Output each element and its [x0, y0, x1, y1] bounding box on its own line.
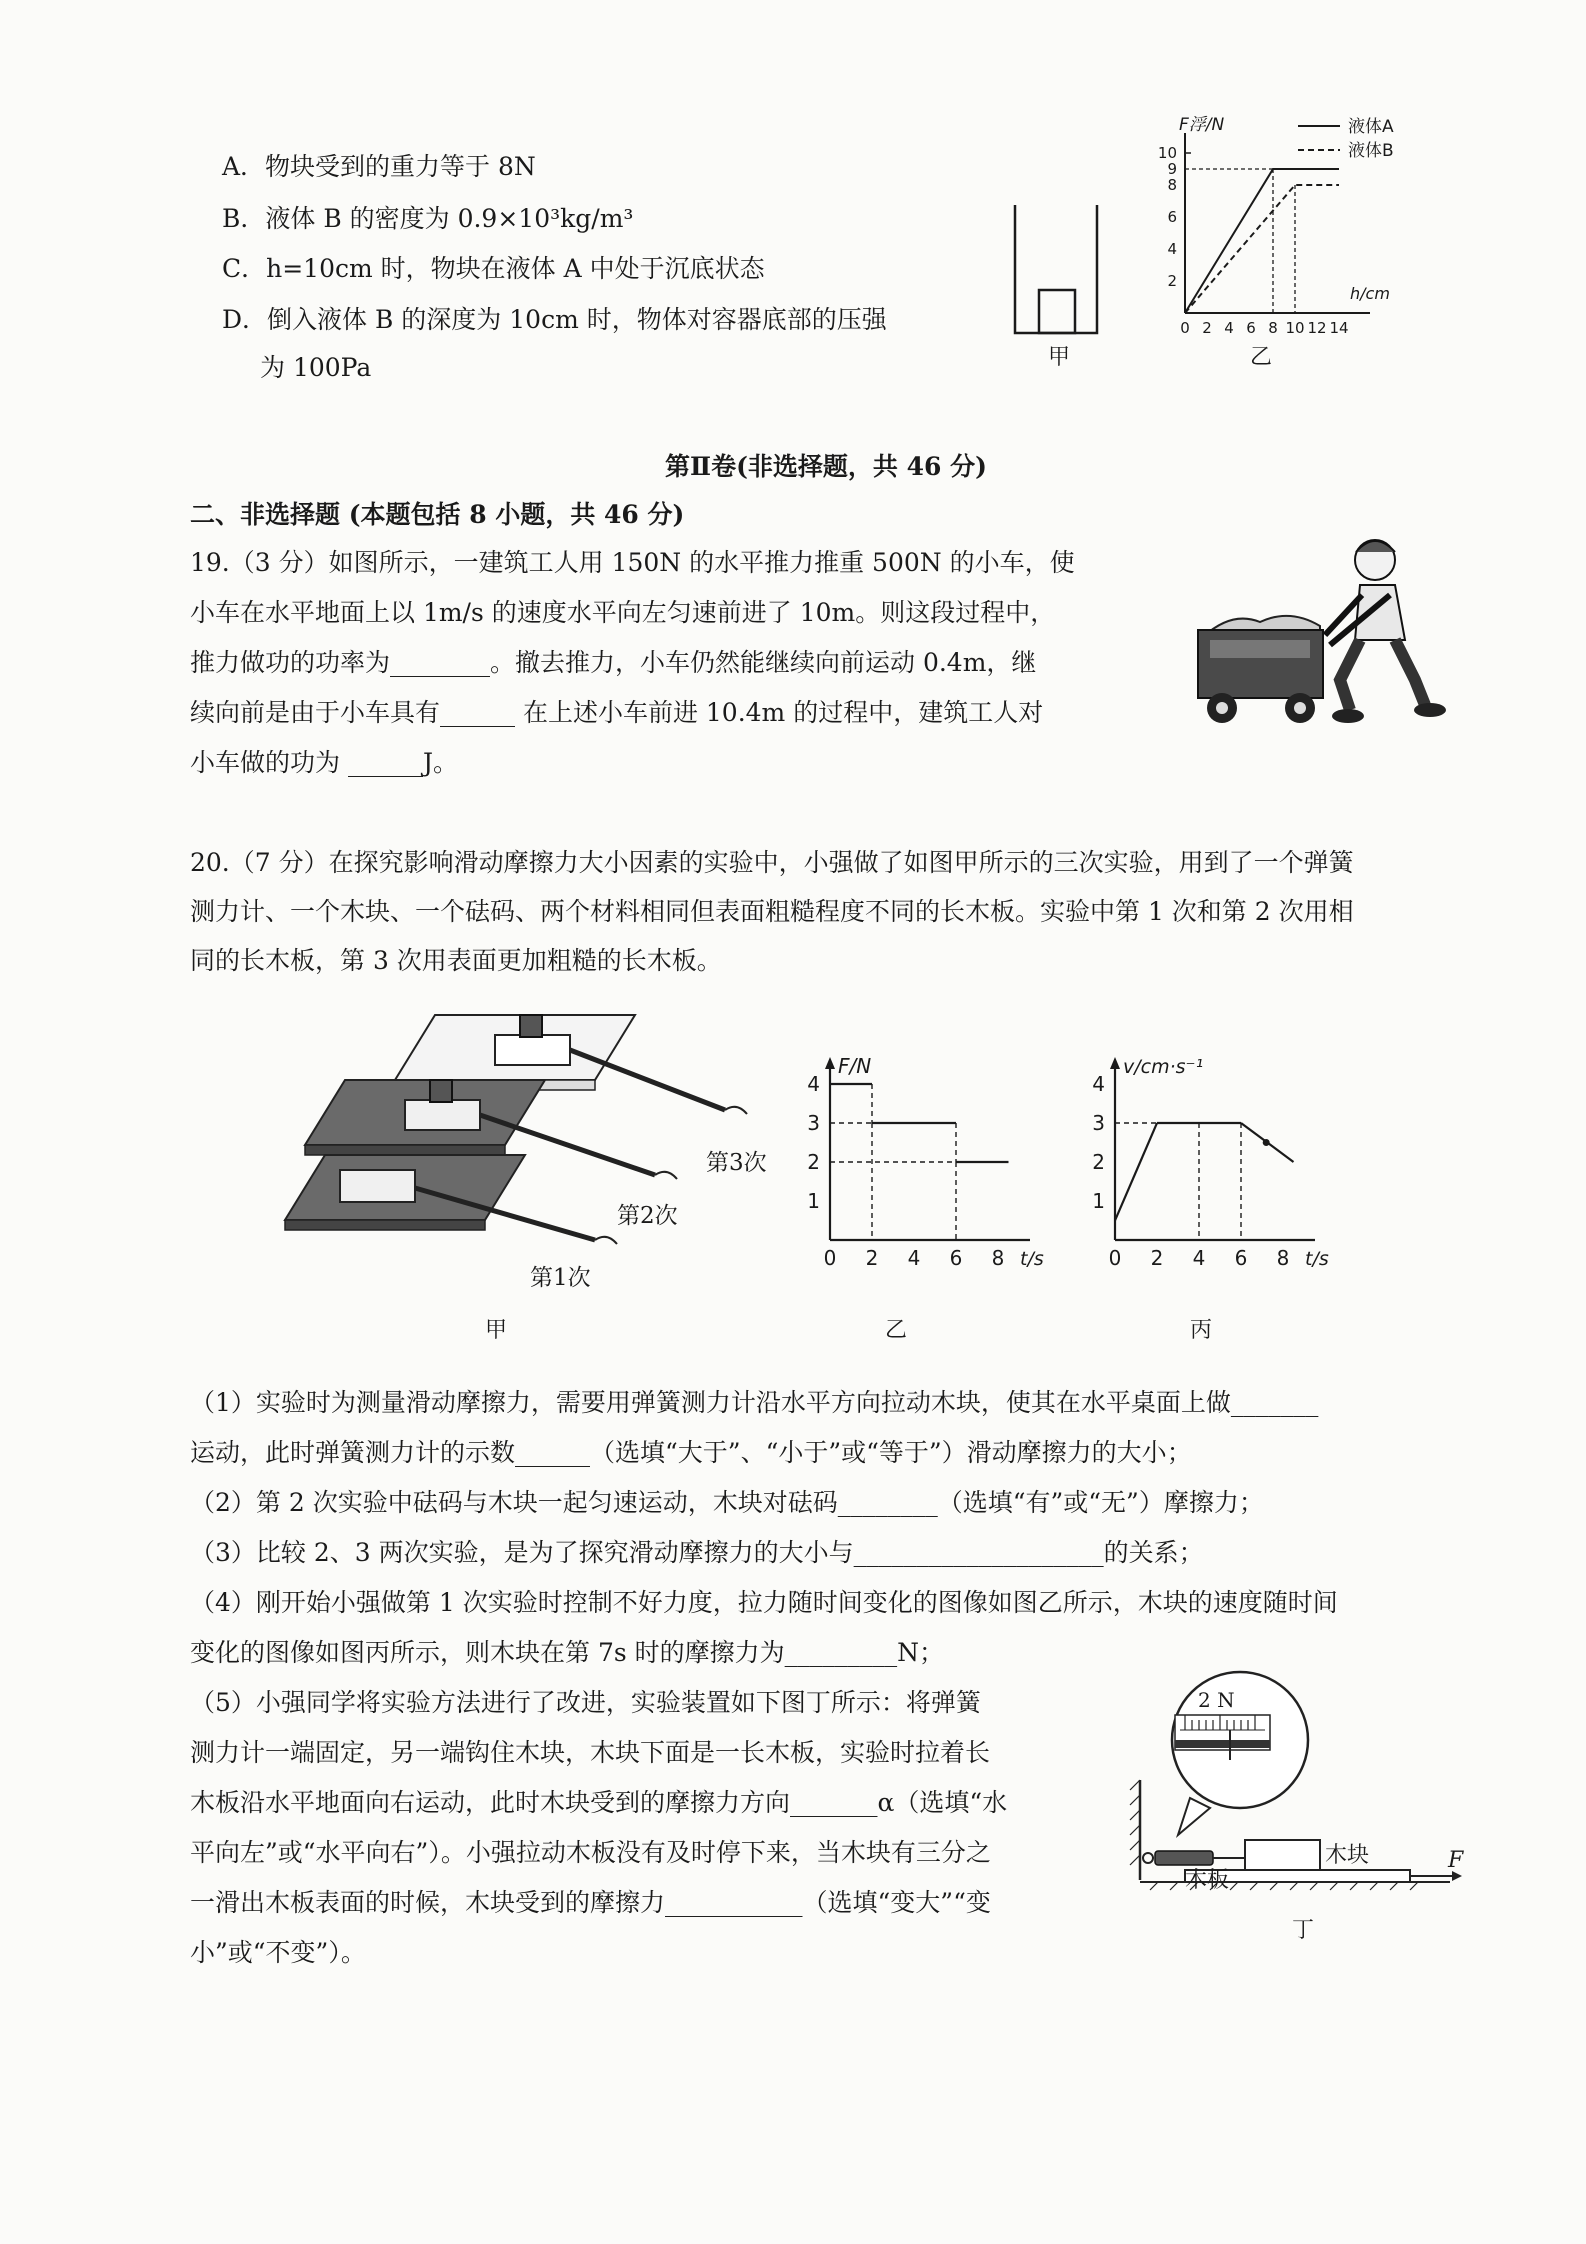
q20-question-3: （3）比较 2、3 两次实验，是为了探究滑动摩擦力的大小与____________________的关系； [190, 1538, 1204, 1567]
x-tick-label: 12 [1307, 319, 1327, 337]
legend-label-b: 液体B [1348, 141, 1394, 161]
y-tick-label: 9 [1167, 160, 1177, 178]
trial-1-setup [285, 1155, 617, 1244]
trial-1-label: 第1次 [530, 1265, 591, 1291]
q18-option-a: A．物块受到的重力等于 8N [222, 152, 536, 181]
q19-line-2: 小车在水平地面上以 1m/s 的速度水平向左匀速前进了 10m。则这段过程中， [190, 598, 1056, 627]
ding-gauge-text: 2 N [1198, 1688, 1235, 1712]
q20-question-2: （2）第 2 次实验中砝码与木块一起匀速运动，木块对砝码________（选填“有”或“无”）摩擦力； [190, 1488, 1264, 1517]
q20-question-5e: 一滑出木板表面的时候，木块受到的摩擦力___________（选填“变大”“变 [190, 1888, 991, 1917]
section2-heading: 二、非选择题 (本题包括 8 小题，共 46 分) [190, 500, 685, 529]
q20-question-1a: （1）实验时为测量滑动摩擦力，需要用弹簧测力计沿水平方向拉动木块，使其在水平桌面上做_______ [190, 1388, 1319, 1417]
x-tick-label: 2 [865, 1246, 879, 1270]
q20-fig-bing-label: 丙 [1190, 1318, 1213, 1343]
q20-intro-2: 测力计、一个木块、一个砝码、两个材料相同但表面粗糙程度不同的长木板。实验中第 1 次和第 2 次用相 [190, 897, 1354, 926]
x-tick-label: 8 [1268, 319, 1278, 337]
ding-block-label: 木块 [1325, 1843, 1370, 1868]
q20-force-time-chart [800, 1054, 1044, 1270]
q18-option-d-cont: 为 100Pa [260, 353, 372, 382]
q20-question-5b: 测力计一端固定，另一端钩住木块，木块下面是一长木板，实验时拉着长 [190, 1738, 991, 1767]
q20-question-1b: 运动，此时弹簧测力计的示数______（选填“大于”、“小于”或“等于”）滑动摩擦力的大小； [190, 1438, 1192, 1467]
q18-option-d: D．倒入液体 B 的深度为 10cm 时，物体对容器底部的压强 [222, 305, 887, 334]
q20-intro-3: 同的长木板，第 3 次用表面更加粗糙的长木板。 [190, 946, 722, 975]
q18-fig-jia-label: 甲 [1048, 345, 1071, 370]
q20-question-4a: （4）刚开始小强做第 1 次实验时控制不好力度，拉力随时间变化的图像如图乙所示，木块的速度随时间 [190, 1588, 1338, 1617]
x-tick-label: 8 [991, 1246, 1005, 1270]
y-tick-label: 2 [1167, 272, 1177, 290]
q20-velocity-time-chart [1085, 1055, 1345, 1270]
y-tick-label: 4 [1167, 240, 1177, 258]
y-axis-label: F浮/N [1179, 115, 1225, 135]
y-axis-arrow [1110, 1057, 1120, 1069]
trial-2-label: 第2次 [617, 1203, 678, 1229]
ding-force-label: F [1448, 1848, 1464, 1873]
y-tick-label: 4 [807, 1072, 820, 1096]
q20-fig-jia-label: 甲 [485, 1318, 508, 1343]
y-tick-label: 2 [1092, 1150, 1105, 1174]
x-tick-label: 14 [1329, 319, 1349, 337]
x-tick-label: 10 [1285, 319, 1305, 337]
q19-line-4: 续向前是由于小车具有______ 在上述小车前进 10.4m 的过程中，建筑工人对 [190, 698, 1044, 727]
x-tick-label: 0 [823, 1246, 837, 1270]
q18-container-figure [1012, 205, 1102, 345]
x-tick-label: 4 [1224, 319, 1234, 337]
y-tick-label: 8 [1167, 176, 1177, 194]
trial-3-label: 第3次 [706, 1150, 767, 1176]
x-tick-label: 6 [1246, 319, 1256, 337]
y-tick-label: 1 [1092, 1189, 1105, 1213]
q19-line-5: 小车做的功为 ______J。 [190, 748, 458, 777]
y-tick-label: 3 [807, 1111, 820, 1135]
y-axis-label: F/N [838, 1054, 872, 1078]
x-tick-label: 8 [1276, 1246, 1290, 1270]
data-point [1263, 1139, 1270, 1146]
q18-fig-yi-label: 乙 [1250, 345, 1273, 370]
y-tick-label: 1 [807, 1189, 820, 1213]
x-tick-label: 4 [1192, 1246, 1206, 1270]
q19-line-3: 推力做功的功率为________。撤去推力，小车仍然能继续向前运动 0.4m，继 [190, 648, 1037, 677]
q20-question-5a: （5）小强同学将实验方法进行了改进，实验装置如下图丁所示：将弹簧 [190, 1688, 981, 1717]
x-axis-label: h/cm [1350, 284, 1390, 303]
x-tick-label: 0 [1180, 319, 1190, 337]
q20-fig-ding-label: 丁 [1292, 1918, 1315, 1943]
q20-fig-yi-label: 乙 [885, 1318, 908, 1343]
q19-line-1: 19.（3 分）如图所示，一建筑工人用 150N 的水平推力推重 500N 的小车，使 [190, 548, 1075, 577]
y-axis-arrow [825, 1057, 835, 1069]
x-tick-label: 2 [1202, 319, 1212, 337]
section2-title: 第Ⅱ卷(非选择题，共 46 分) [665, 452, 987, 481]
series-liquid-a-line [1185, 169, 1339, 313]
q20-question-5d: 平向左”或“水平向右”）。小强拉动木板没有及时停下来，当木块有三分之 [190, 1838, 991, 1867]
x-tick-label: 6 [949, 1246, 963, 1270]
q18-option-c: C．h=10cm 时，物块在液体 A 中处于沉底状态 [222, 254, 765, 283]
y-tick-label: 3 [1092, 1111, 1105, 1135]
velocity-segment [1115, 1123, 1157, 1221]
worker-pushing-cart-image [1190, 530, 1450, 740]
q20-intro-1: 20.（7 分）在探究影响滑动摩擦力大小因素的实验中，小强做了如图甲所示的三次实验，用到了一个弹簧 [190, 848, 1354, 877]
y-tick-label: 2 [807, 1150, 820, 1174]
x-axis-label: t/s [1020, 1248, 1044, 1270]
x-tick-label: 0 [1108, 1246, 1122, 1270]
q18-option-b: B．液体 B 的密度为 0.9×10³kg/m³ [222, 204, 634, 233]
x-tick-label: 6 [1234, 1246, 1248, 1270]
q18-buoyancy-chart [1150, 115, 1450, 338]
x-tick-label: 2 [1150, 1246, 1164, 1270]
legend-label-a: 液体A [1348, 117, 1394, 137]
x-tick-label: 4 [907, 1246, 921, 1270]
y-tick-label: 6 [1167, 208, 1177, 226]
q20-question-5f: 小”或“不变”）。 [190, 1938, 366, 1967]
series-liquid-b-line [1185, 185, 1339, 313]
q20-ding-figure [1130, 1670, 1460, 1900]
q20-question-5c: 木板沿水平地面向右运动，此时木块受到的摩擦力方向_______α（选填“水 [190, 1788, 1008, 1817]
q20-question-4b: 变化的图像如图丙所示，则木块在第 7s 时的摩擦力为_________N； [190, 1638, 945, 1667]
x-axis-label: t/s [1305, 1248, 1329, 1270]
y-tick-label: 4 [1092, 1072, 1105, 1096]
q20-trials-figure [265, 1010, 785, 1250]
y-tick-label: 10 [1157, 144, 1177, 162]
ding-board-label: 木板 [1185, 1868, 1230, 1893]
y-axis-label: v/cm·s⁻¹ [1123, 1056, 1204, 1078]
